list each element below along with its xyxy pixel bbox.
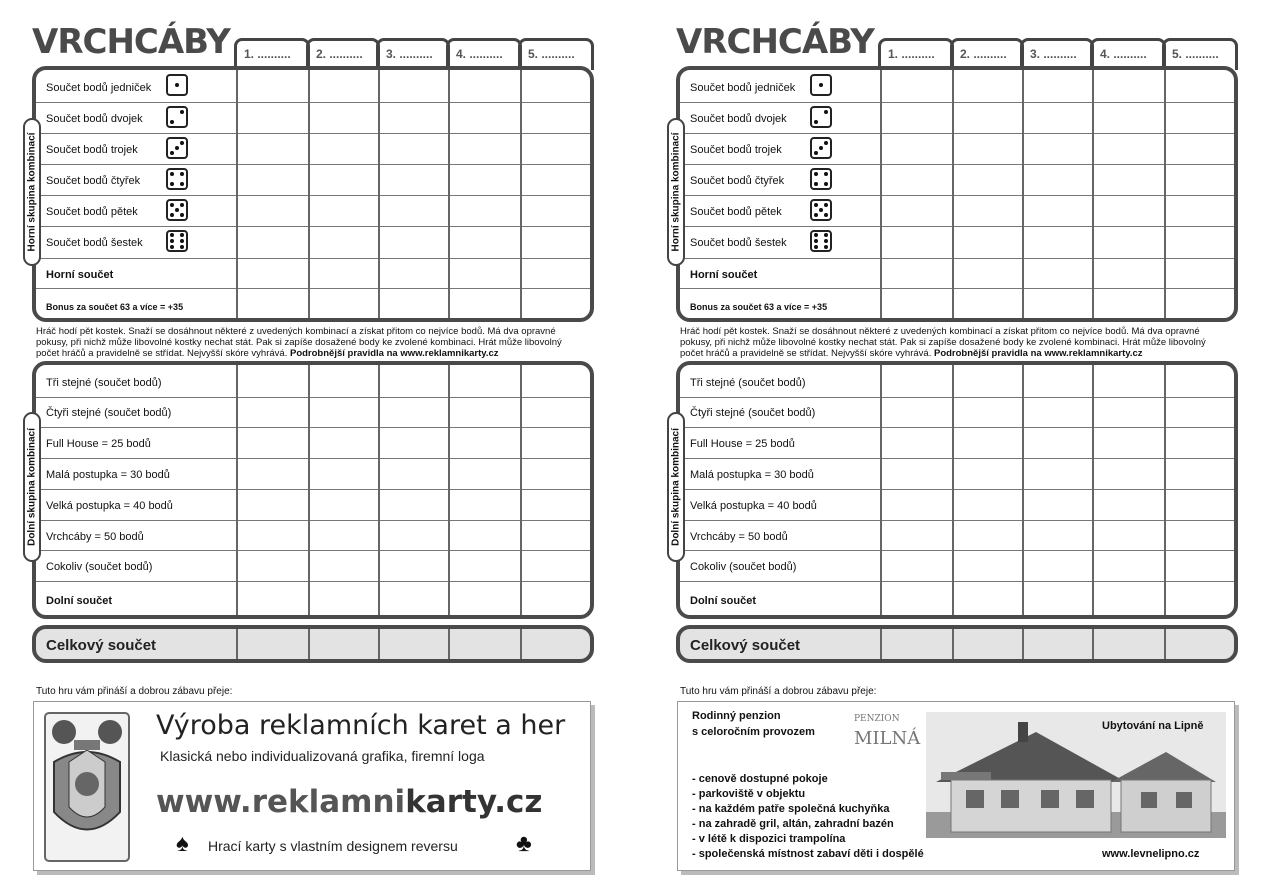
- list-item: - parkoviště v objektu: [692, 788, 806, 800]
- player-3-header: 3. ..........: [1020, 38, 1094, 70]
- upper-section: [676, 66, 1238, 322]
- row-label: Vrchcáby = 50 bodů: [690, 531, 788, 543]
- lower-row: [680, 365, 1234, 397]
- lower-row: [36, 489, 590, 520]
- column-divider: [1164, 365, 1166, 615]
- row-label: Součet bodů dvojek: [690, 113, 787, 125]
- row-label: Tři stejné (součet bodů): [46, 377, 162, 389]
- penzion-url: www.levnelipno.cz: [1102, 848, 1200, 860]
- column-divider: [520, 70, 522, 318]
- die-four-icon: [810, 168, 832, 190]
- column-divider: [952, 629, 954, 659]
- total-label: Celkový součet: [690, 637, 801, 654]
- upper-sum-row: [36, 258, 590, 288]
- column-divider: [1092, 365, 1094, 615]
- column-divider: [520, 365, 522, 615]
- die-four-icon: [166, 168, 188, 190]
- die-two-icon: [166, 106, 188, 128]
- row-label: Součet bodů čtyřek: [46, 175, 141, 187]
- row-label: Full House = 25 bodů: [46, 438, 151, 450]
- row-label: Součet bodů šestek: [690, 237, 787, 249]
- column-divider: [308, 629, 310, 659]
- ad-url: www.reklamnikarty.cz: [156, 784, 543, 820]
- row-label: Součet bodů pětek: [690, 206, 782, 218]
- column-divider: [448, 70, 450, 318]
- die-six-icon: [810, 230, 832, 252]
- die-two-icon: [810, 106, 832, 128]
- die-one-icon: [810, 74, 832, 96]
- upper-row-threes: [680, 133, 1234, 164]
- die-three-icon: [810, 137, 832, 159]
- column-divider: [378, 629, 380, 659]
- row-label: Velká postupka = 40 bodů: [690, 500, 817, 512]
- row-label: Full House = 25 bodů: [690, 438, 795, 450]
- rules-link: Podrobnější pravidla na www.reklamnikarty.cz: [289, 348, 499, 359]
- ad-title: Výroba reklamních karet a her: [156, 710, 566, 741]
- player-2-header: 2. ..........: [950, 38, 1024, 70]
- column-divider: [448, 365, 450, 615]
- bonus-label: Bonus za součet 63 a více = +35: [46, 302, 184, 312]
- upper-row-fours: [36, 164, 590, 195]
- column-divider: [1022, 70, 1024, 318]
- column-divider: [1022, 629, 1024, 659]
- lower-group-side-label: Dolní skupina kombinací: [667, 412, 685, 562]
- lower-row: [36, 397, 590, 427]
- player-3-header: 3. ..........: [376, 38, 450, 70]
- column-divider: [520, 629, 522, 659]
- lower-sum-label: Dolní součet: [690, 595, 757, 607]
- lower-row: [36, 458, 590, 489]
- column-divider: [880, 70, 882, 318]
- column-divider: [880, 365, 882, 615]
- upper-row-threes: [36, 133, 590, 164]
- row-label: Součet bodů dvojek: [46, 113, 143, 125]
- column-divider: [378, 365, 380, 615]
- row-label: Velká postupka = 40 bodů: [46, 500, 173, 512]
- ad-reklamnikarty: [33, 701, 591, 871]
- die-one-icon: [166, 74, 188, 96]
- list-item: - společenská místnost zabaví děti i dospělé: [692, 848, 924, 860]
- player-1-header: 1. ..........: [878, 38, 954, 70]
- column-divider: [880, 629, 882, 659]
- column-divider: [1022, 365, 1024, 615]
- penzion-features-list: [692, 772, 924, 862]
- lower-row: [36, 365, 590, 397]
- column-divider: [308, 70, 310, 318]
- upper-row-sixes: [36, 226, 590, 258]
- column-divider: [308, 365, 310, 615]
- lower-section: [32, 361, 594, 619]
- game-title: VRCHCÁBY: [676, 22, 874, 62]
- penzion-title: Rodinný penzion s celoročním provozem: [692, 710, 815, 738]
- list-item: - cenově dostupné pokoje: [692, 773, 828, 785]
- lower-sum-label: Dolní součet: [46, 595, 113, 607]
- player-5-header: 5. ..........: [1162, 38, 1238, 70]
- penzion-lipno-label: Ubytování na Lipně: [1102, 720, 1204, 732]
- lower-row: [680, 520, 1234, 550]
- upper-row-fives: [680, 195, 1234, 226]
- column-divider: [1164, 629, 1166, 659]
- upper-row-ones: [680, 70, 1234, 102]
- upper-row-fives: [36, 195, 590, 226]
- row-label: Součet bodů šestek: [46, 237, 143, 249]
- total-row: [32, 625, 594, 663]
- column-divider: [448, 629, 450, 659]
- rules-text: Hráč hodí pět kostek. Snaží se dosáhnout některé z uvedených kombinací a získat přitom co nejvíce bodů. Má dva opravné pokusy, při nichž může libovolné kostky nechat stát. Pak si zapíše dosažené body ke zvolené kombinaci. Hrát může libovolný počet hráčů a pravidelně se střídat. Nejvyšší skóre vyhrává. Podrobnější pravidla na www.reklamnikarty.cz: [680, 326, 1206, 359]
- row-label: Malá postupka = 30 bodů: [690, 469, 814, 481]
- player-2-header: 2. ..........: [306, 38, 380, 70]
- rules-text: Hráč hodí pět kostek. Snaží se dosáhnout některé z uvedených kombinací a získat přitom co nejvíce bodů. Má dva opravné pokusy, při nichž může libovolné kostky nechat stát. Pak si zapíše dosažené body ke zvolené kombinaci. Hrát může libovolný počet hráčů a pravidelně se střídat. Nejvyšší skóre vyhrává. Podrobnější pravidla na www.reklamnikarty.cz: [36, 326, 562, 359]
- game-title: VRCHCÁBY: [32, 22, 230, 62]
- lower-row: [680, 458, 1234, 489]
- ad-subtitle: Klasická nebo individualizovaná grafika, firemní loga: [160, 748, 485, 764]
- row-label: Čtyři stejné (součet bodů): [46, 407, 172, 419]
- player-1-header: 1. ..........: [234, 38, 310, 70]
- lower-sum-row: [36, 581, 590, 619]
- column-divider: [236, 629, 238, 659]
- list-item: - v létě k dispozici trampolína: [692, 833, 846, 845]
- player-4-header: 4. ..........: [1090, 38, 1166, 70]
- upper-section: [32, 66, 594, 322]
- column-divider: [1092, 629, 1094, 659]
- upper-sum-row: [680, 258, 1234, 288]
- lower-row: [36, 550, 590, 581]
- upper-row-ones: [36, 70, 590, 102]
- lower-group-side-label: Dolní skupina kombinací: [23, 412, 41, 562]
- upper-group-side-label: Horní skupina kombinací: [667, 118, 685, 266]
- column-divider: [378, 70, 380, 318]
- bonus-row: [680, 288, 1234, 322]
- bonus-label: Bonus za součet 63 a více = +35: [690, 302, 828, 312]
- upper-row-twos: [680, 102, 1234, 133]
- row-label: Součet bodů čtyřek: [690, 175, 785, 187]
- column-divider: [1092, 70, 1094, 318]
- score-sheet-right: [670, 0, 1268, 896]
- list-item: - na zahradě gril, altán, zahradní bazén: [692, 818, 894, 830]
- lower-row: [36, 427, 590, 458]
- upper-row-fours: [680, 164, 1234, 195]
- column-divider: [1164, 70, 1166, 318]
- column-divider: [952, 365, 954, 615]
- lower-row: [680, 489, 1234, 520]
- penzion-logo: PENZION MILNÁ: [854, 714, 921, 749]
- row-label: Čtyři stejné (součet bodů): [690, 407, 816, 419]
- row-label: Vrchcáby = 50 bodů: [46, 531, 144, 543]
- row-label: Součet bodů jedniček: [690, 82, 796, 94]
- bonus-row: [36, 288, 590, 322]
- total-row: [676, 625, 1238, 663]
- club-icon: ♣: [516, 830, 532, 857]
- upper-group-side-label: Horní skupina kombinací: [23, 118, 41, 266]
- die-six-icon: [166, 230, 188, 252]
- list-item: - na každém patře společná kuchyňka: [692, 803, 890, 815]
- spade-icon: ♠: [176, 830, 189, 857]
- score-sheet-left: [26, 0, 630, 896]
- upper-sum-label: Horní součet: [690, 269, 758, 281]
- total-label: Celkový součet: [46, 637, 157, 654]
- die-five-icon: [810, 199, 832, 221]
- column-divider: [236, 70, 238, 318]
- row-label: Součet bodů pětek: [46, 206, 138, 218]
- row-label: Součet bodů trojek: [46, 144, 138, 156]
- row-label: Cokoliv (součet bodů): [46, 561, 153, 573]
- player-4-header: 4. ..........: [446, 38, 522, 70]
- lower-section: [676, 361, 1238, 619]
- upper-row-twos: [36, 102, 590, 133]
- promo-caption: Tuto hru vám přináší a dobrou zábavu přeje:: [36, 686, 233, 697]
- die-five-icon: [166, 199, 188, 221]
- lower-row: [680, 550, 1234, 581]
- rules-link: Podrobnější pravidla na www.reklamnikarty.cz: [933, 348, 1143, 359]
- row-label: Součet bodů trojek: [690, 144, 782, 156]
- upper-row-sixes: [680, 226, 1234, 258]
- lower-sum-row: [680, 581, 1234, 619]
- upper-sum-label: Horní součet: [46, 269, 114, 281]
- row-label: Součet bodů jedniček: [46, 82, 152, 94]
- row-label: Malá postupka = 30 bodů: [46, 469, 170, 481]
- column-divider: [952, 70, 954, 318]
- ad-footer: Hrací karty s vlastním designem reversu: [208, 838, 458, 854]
- lower-row: [36, 520, 590, 550]
- die-three-icon: [166, 137, 188, 159]
- lower-row: [680, 427, 1234, 458]
- ad-penzion-milna: [677, 701, 1235, 871]
- column-divider: [236, 365, 238, 615]
- row-label: Tři stejné (součet bodů): [690, 377, 806, 389]
- promo-caption: Tuto hru vám přináší a dobrou zábavu přeje:: [680, 686, 877, 697]
- player-5-header: 5. ..........: [518, 38, 594, 70]
- coat-of-arms-logo: [44, 712, 130, 862]
- row-label: Cokoliv (součet bodů): [690, 561, 797, 573]
- lower-row: [680, 397, 1234, 427]
